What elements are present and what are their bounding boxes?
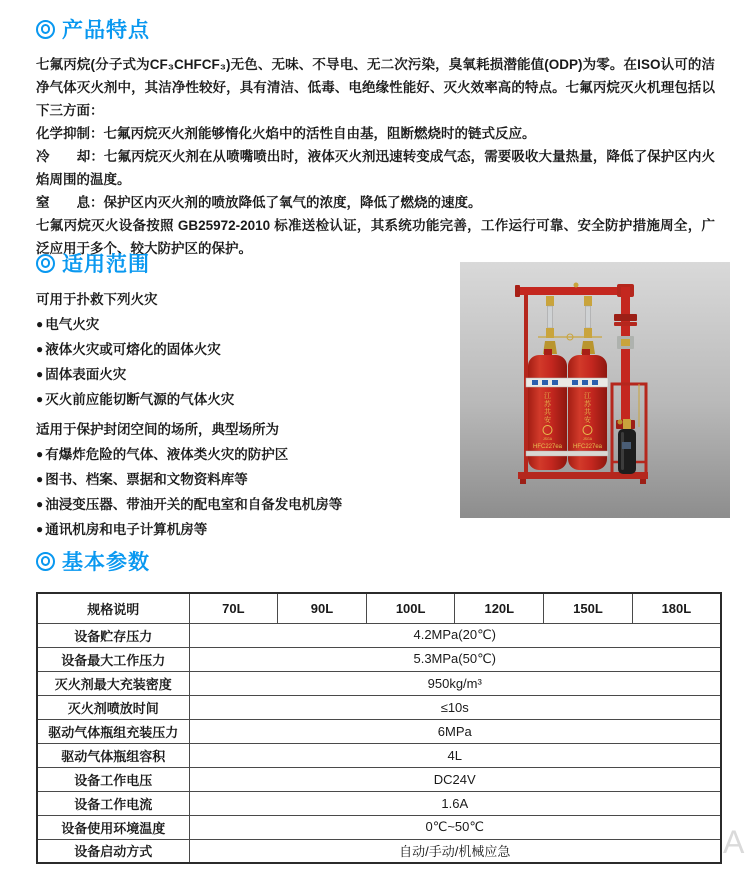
row-value: 1.6A <box>189 791 721 815</box>
row-value: 4L <box>189 743 721 767</box>
list-item-label: 有爆炸危险的气体、液体类火灾的防护区 <box>45 447 289 462</box>
row-value: DC24V <box>189 767 721 791</box>
bullet-icon: ● <box>36 497 44 511</box>
list-item-label: 液体火灾或可熔化的固体火灾 <box>45 342 221 357</box>
list-item <box>36 387 460 412</box>
column-header: 规格说明 <box>37 593 189 623</box>
scope-intro: 适用于保护封闭空间的场所，典型场所为 <box>36 422 279 437</box>
column-header: 100L <box>366 593 455 623</box>
paragraph: 七氟丙烷灭火设备按照 GB25972-2010 标准送检认证，其系统功能完善，工作运行可靠、安全防护措施周全，广泛应用于多个、较大防护区的保护。 <box>36 218 715 256</box>
row-label: 设备贮存压力 <box>37 623 189 647</box>
features-paragraphs <box>36 53 715 260</box>
brand-char: 江 <box>544 393 551 400</box>
column-header: 70L <box>189 593 278 623</box>
section-product-features <box>36 14 715 260</box>
list-item-label: 油浸变压器、带油开关的配电室和自备发电机房等 <box>45 497 343 512</box>
table-row <box>37 647 721 671</box>
list-item <box>36 337 460 362</box>
brand-char: 江 <box>584 393 591 400</box>
section-application-scope <box>36 248 460 542</box>
table-row <box>37 695 721 719</box>
table-row <box>37 815 721 839</box>
paragraph: 冷 却：七氟丙烷灭火剂在从喷嘴喷出时，液体灭火剂迅速转变成气态，需要吸收大量热量，降低了保护区内火焰周围的温度。 <box>36 149 715 187</box>
list-item-label: 电气火灾 <box>45 317 100 332</box>
brand-char: 苏 <box>544 401 551 408</box>
table-row <box>37 767 721 791</box>
bullet-icon: ● <box>36 317 44 331</box>
row-value: ≤10s <box>189 695 721 719</box>
row-label: 设备使用环境温度 <box>37 815 189 839</box>
model-text: HFC227ea <box>572 444 603 450</box>
bullet-icon: ● <box>36 392 44 406</box>
row-value: 950kg/m³ <box>189 671 721 695</box>
row-label: 设备最大工作压力 <box>37 647 189 671</box>
scope-list <box>36 287 460 542</box>
row-label: 设备启动方式 <box>37 839 189 863</box>
table-row <box>37 623 721 647</box>
list-item-label: 固体表面火灾 <box>45 367 127 382</box>
row-value: 0℃~50℃ <box>189 815 721 839</box>
row-label: 灭火剂喷放时间 <box>37 695 189 719</box>
bullet-icon: ● <box>36 367 44 381</box>
double-circle-icon <box>36 20 55 39</box>
table-header-row <box>37 593 721 623</box>
bullet-icon: ● <box>36 472 44 486</box>
list-item <box>36 517 460 542</box>
section-header <box>36 14 715 44</box>
row-label: 驱动气体瓶组充装压力 <box>37 719 189 743</box>
list-item <box>36 362 460 387</box>
parameters-table <box>36 592 722 864</box>
row-value: 4.2MPa(20℃) <box>189 623 721 647</box>
list-item <box>36 442 460 467</box>
watermark-letter: A <box>723 824 745 860</box>
paragraph: 七氟丙烷(分子式为CF₃CHFCF₃)无色、无味、不导电、无二次污染，臭氧耗损潜能值(ODP)为零。在ISO认可的洁净气体灭火剂中，其洁净性较好，具有清洁、低毒、电绝缘性能好、灭火效率高的特点。七氟丙烷灭火机理包括以下三方面： <box>36 57 715 118</box>
row-label: 设备工作电流 <box>37 791 189 815</box>
row-label: 设备工作电压 <box>37 767 189 791</box>
section-title-text: 产品特点 <box>62 19 150 42</box>
column-header: 120L <box>455 593 544 623</box>
product-photo <box>460 262 730 518</box>
logo-text: JSGA <box>582 437 593 441</box>
bullet-icon: ● <box>36 447 44 461</box>
section-header <box>36 546 722 576</box>
row-label: 驱动气体瓶组容积 <box>37 743 189 767</box>
double-circle-icon <box>36 552 55 571</box>
column-header: 150L <box>544 593 633 623</box>
list-item-label: 灭火前应能切断气源的气体火灾 <box>45 392 235 407</box>
paragraph: 化学抑制：七氟丙烷灭火剂能够惰化火焰中的活性自由基，阻断燃烧时的链式反应。 <box>36 126 536 141</box>
table-row <box>37 839 721 863</box>
row-label: 灭火剂最大充装密度 <box>37 671 189 695</box>
column-header: 90L <box>278 593 367 623</box>
list-item <box>36 467 460 492</box>
row-value: 6MPa <box>189 719 721 743</box>
section-header <box>36 248 460 278</box>
logo-text: JSGA <box>542 437 553 441</box>
table-row <box>37 671 721 695</box>
paragraph: 窒 息：保护区内灭火剂的喷放降低了氧气的浓度，降低了燃烧的速度。 <box>36 195 482 210</box>
bullet-icon: ● <box>36 522 44 536</box>
table-row <box>37 719 721 743</box>
list-item-label: 通讯机房和电子计算机房等 <box>45 522 208 537</box>
fire-suppression-system-image <box>460 262 730 518</box>
brand-char: 安 <box>584 417 591 424</box>
brand-char: 共 <box>544 409 551 416</box>
table-row <box>37 791 721 815</box>
table-row <box>37 743 721 767</box>
brand-char: 共 <box>584 409 591 416</box>
scope-intro: 可用于扑救下列火灾 <box>36 292 158 307</box>
double-circle-icon <box>36 254 55 273</box>
list-item <box>36 312 460 337</box>
brand-char: 苏 <box>584 401 591 408</box>
column-header: 180L <box>632 593 721 623</box>
section-title-text: 适用范围 <box>62 253 150 276</box>
section-basic-parameters <box>36 546 722 864</box>
section-title-text: 基本参数 <box>62 551 150 574</box>
list-item <box>36 492 460 517</box>
row-value: 自动/手动/机械应急 <box>189 839 721 863</box>
brand-char: 安 <box>544 417 551 424</box>
model-text: HFC227ea <box>532 444 563 450</box>
list-item-label: 图书、档案、票据和文物资料库等 <box>45 472 248 487</box>
row-value: 5.3MPa(50℃) <box>189 647 721 671</box>
bullet-icon: ● <box>36 342 44 356</box>
